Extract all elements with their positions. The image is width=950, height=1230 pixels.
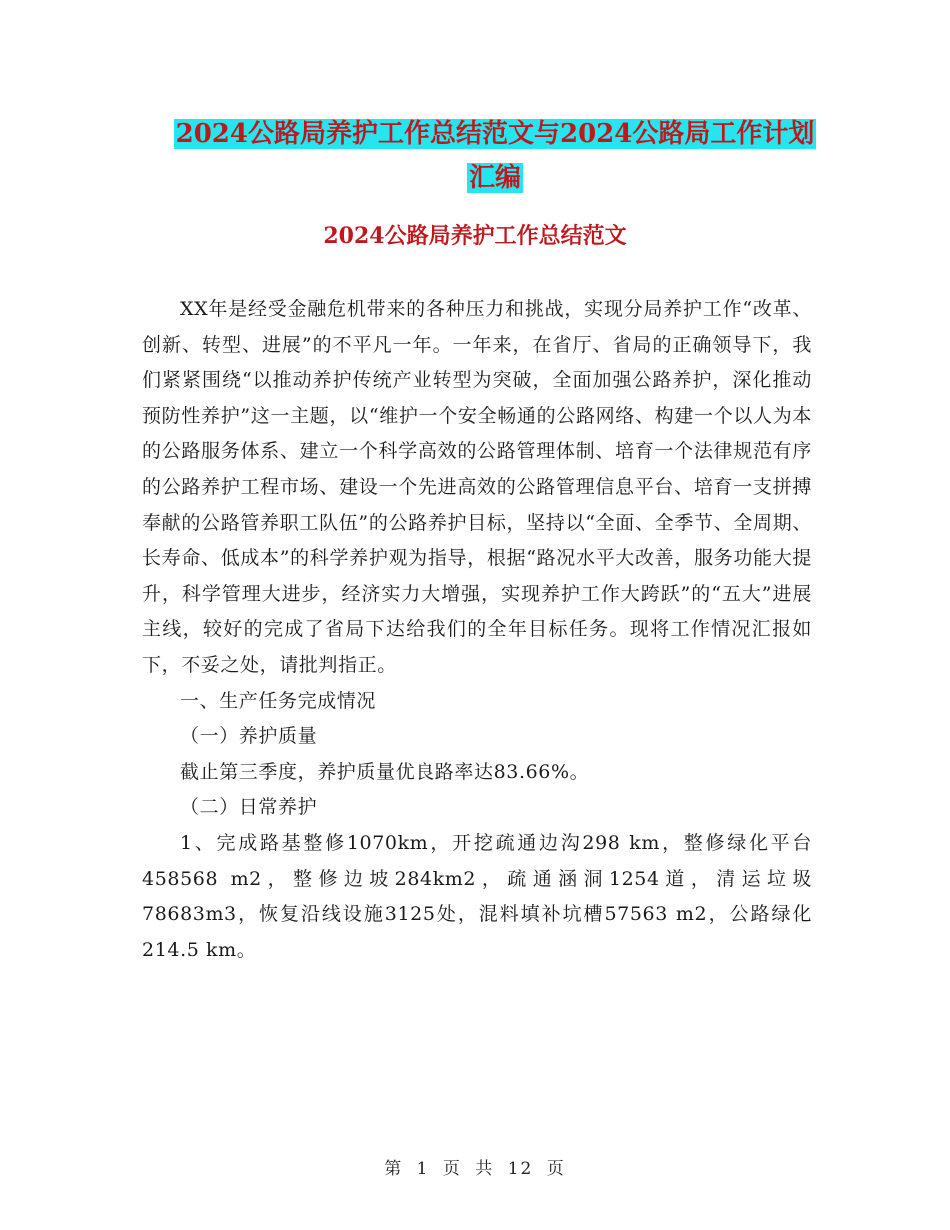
title-line-1: 2024公路局养护工作总结范文与2024公路局工作计划 xyxy=(175,119,815,149)
footer-total-word: 共 xyxy=(475,1159,495,1179)
paragraph-intro: XX年是经受金融危机带来的各种压力和挑战，实现分局养护工作“改革、创新、转型、进展”的不平凡一年。一年来，在省厅、省局的正确领导下，我们紧紧围绕“以推动养护传统产业转型为突破，全面加强公路养护，深化推动预防性养护”这一主题，以“维护一个安全畅通的公路网络、构建一个以人为本的公路服务体系、建立一个科学高效的公路管理体制、培育一个法律规范有序的公路养护工程市场、建设一个先进高效的公路管理信息平台、培育一支拼搏奉献的公路管养职工队伍”的公路养护目标，坚持以“全面、全季节、全周期、长寿命、低成本”的科学养护观为指导，根据“路况水平大改善，服务功能大提升，科学管理大进步，经济实力大增强，实现养护工作大跨跃”的“五大”进展主线，较好的完成了省局下达给我们的全年目标任务。现将工作情况汇报如下，不妥之处，请批判指正。 xyxy=(142,298,812,676)
document-title xyxy=(140,112,850,200)
section-title: 2024公路局养护工作总结范文 xyxy=(323,223,627,249)
footer-page-word: 页 xyxy=(442,1159,462,1179)
heading-maintenance-quality: （一）养护质量 xyxy=(180,725,318,748)
heading-daily-maintenance: （二）日常养护 xyxy=(180,796,318,819)
paragraph-daily-maintenance: 1、完成路基整修1070km，开挖疏通边沟298 km，整修绿化平台458568 m2，整修边坡284km2，疏通涵洞1254道，清运垃圾78683m3，恢复沿线设施3125处，混料填补坑槽57563 m2，公路绿化 214.5 km。 xyxy=(142,831,812,961)
footer-prefix: 第 xyxy=(384,1159,404,1179)
page-number: 1 xyxy=(416,1159,430,1179)
title-line-2: 汇编 xyxy=(468,163,521,193)
paragraph-quality-rate: 截止第三季度，养护质量优良路率达83.66%。 xyxy=(180,760,590,783)
page-total: 12 xyxy=(507,1159,534,1179)
page-footer xyxy=(0,1154,950,1179)
heading-production-tasks: 一、生产任务完成情况 xyxy=(180,689,377,712)
document-body xyxy=(142,292,812,968)
footer-suffix: 页 xyxy=(546,1159,566,1179)
